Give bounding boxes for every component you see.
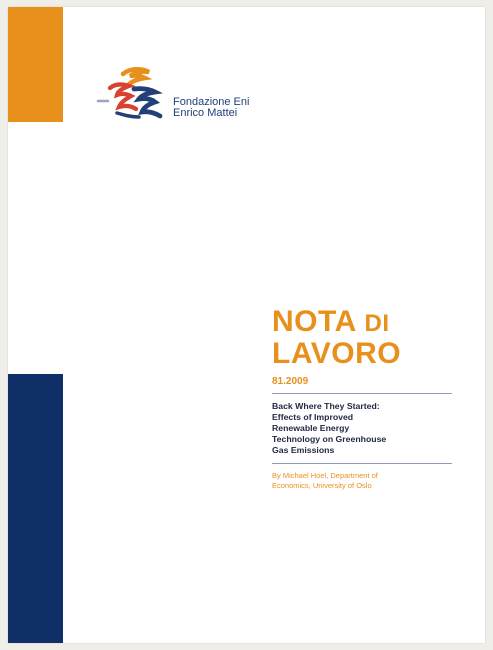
paper-title [272,401,452,456]
logo-text-line-1: Fondazione Eni [173,96,250,108]
issue-number: 81.2009 [272,376,309,387]
paper-title-line-2: Effects of Improved [272,412,354,422]
divider-top [272,393,452,394]
feem-logo [94,64,284,134]
title-block [272,307,452,491]
author-line-2: Economics, University of Oslo [272,481,372,490]
title-di: DI [364,310,390,337]
series-title [272,307,452,369]
paper-title-line-4: Technology on Greenhouse [272,434,387,444]
author-credit [272,471,452,491]
document-page [8,7,485,643]
paper-title-line-1: Back Where They Started: [272,401,380,411]
feem-logo-text [173,97,283,119]
title-nota: NOTA [272,305,356,338]
orange-side-band [8,7,63,122]
title-lavoro: LAVORO [272,337,402,370]
navy-side-band [8,374,63,643]
paper-title-line-3: Renewable Energy [272,423,350,433]
author-line-1: By Michael Hoel, Department of [272,471,378,480]
logo-text-line-2: Enrico Mattei [173,107,238,119]
feem-logo-mark [94,64,164,134]
paper-title-line-5: Gas Emissions [272,445,335,455]
divider-bottom [272,463,452,464]
